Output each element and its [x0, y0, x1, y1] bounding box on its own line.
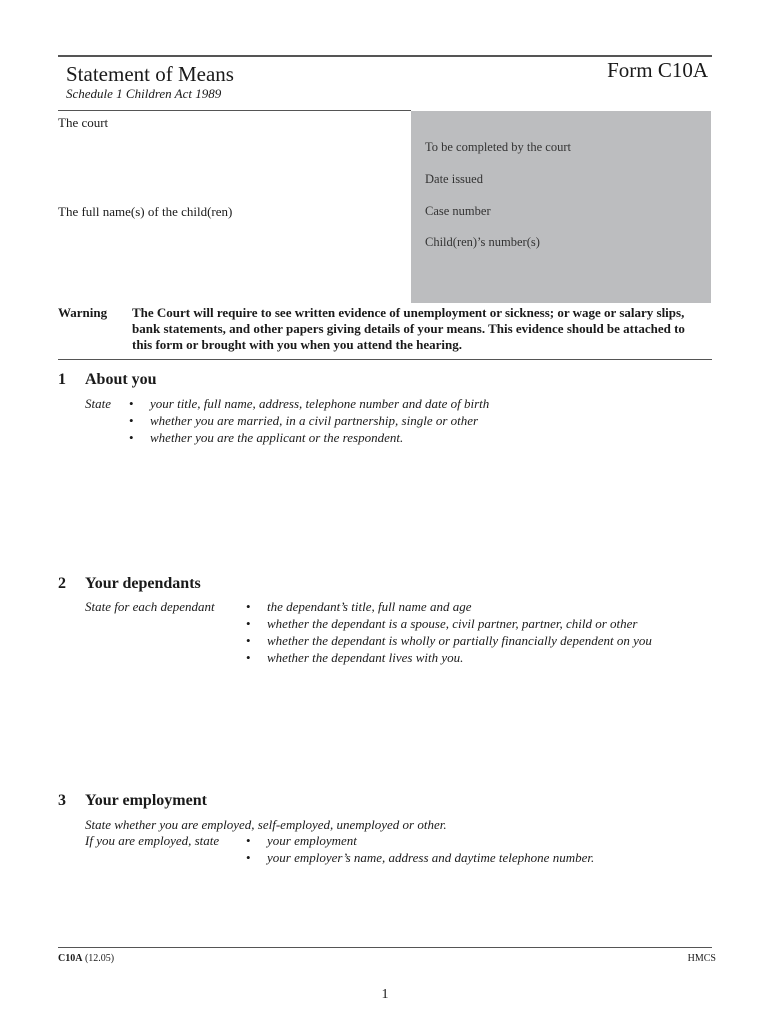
bullet-dot: • — [246, 616, 251, 631]
bullet-dot: • — [246, 633, 251, 648]
section-3-line-1: State whether you are employed, self-employed, unemployed or other. — [85, 817, 447, 832]
date-issued-label: Date issued — [425, 172, 483, 186]
form-code-id: C10A — [58, 953, 83, 964]
section-2-number: 2 — [58, 575, 66, 592]
court-label: The court — [58, 115, 109, 130]
section-1-bullet-1: your title, full name, address, telephone number and date of birth — [150, 396, 490, 411]
section-2-bullet-2: whether the dependant is a spouse, civil partner, partner, child or other — [267, 616, 638, 631]
top-rule — [58, 55, 712, 57]
bullet-dot: • — [129, 413, 134, 428]
children-numbers-label: Child(ren)’s number(s) — [425, 235, 540, 249]
bullet-dot: • — [246, 833, 251, 848]
bullet-dot: • — [129, 396, 134, 411]
section-2-bullet-4: whether the dependant lives with you. — [267, 650, 464, 665]
bullet-dot: • — [246, 850, 251, 865]
publisher: HMCS — [687, 953, 716, 964]
warning-text: The Court will require to see written evidence of unemployment or sickness; or wage or salary slips, bank statements, and other papers giving details of your means. This evidence should be attached to this form or brought with you when you attend the hearing. — [132, 305, 685, 352]
bullet-dot: • — [246, 599, 251, 614]
court-use-box — [411, 111, 711, 303]
section-1-bullet-3: whether you are the applicant or the respondent. — [150, 430, 404, 445]
form-subtitle: Schedule 1 Children Act 1989 — [66, 86, 222, 101]
section-1-title: About you — [85, 371, 157, 388]
header-rule — [58, 110, 411, 111]
form-title: Statement of Means — [66, 62, 234, 86]
warning-rule — [58, 359, 712, 360]
form-code — [58, 953, 114, 964]
section-3-title: Your employment — [85, 792, 207, 809]
section-1-bullet-2: whether you are married, in a civil partnership, single or other — [150, 413, 479, 428]
section-2-bullet-1: the dependant’s title, full name and age — [267, 599, 472, 614]
bullet-dot: • — [246, 650, 251, 665]
bullet-dot: • — [129, 430, 134, 445]
section-2-bullet-3: whether the dependant is wholly or partially financially dependent on you — [267, 633, 652, 648]
court-box-heading: To be completed by the court — [425, 140, 571, 154]
form-number: Form C10A — [607, 58, 708, 82]
section-2-lead: State for each dependant — [85, 599, 215, 614]
section-3-lead: If you are employed, state — [85, 833, 220, 848]
footer-rule — [58, 947, 712, 948]
section-3-bullet-1: your employment — [267, 833, 357, 848]
section-2-title: Your dependants — [85, 575, 201, 592]
form-code-date: (12.05) — [84, 953, 115, 964]
warning-label: Warning — [58, 305, 108, 320]
section-3-number: 3 — [58, 792, 66, 809]
section-1-number: 1 — [58, 371, 66, 388]
section-1-lead: State — [85, 396, 111, 411]
section-3-bullet-2: your employer’s name, address and daytime telephone number. — [267, 850, 595, 865]
children-name-label: The full name(s) of the child(ren) — [58, 204, 233, 219]
page-number: 1 — [381, 987, 389, 1002]
case-number-label: Case number — [425, 204, 491, 218]
